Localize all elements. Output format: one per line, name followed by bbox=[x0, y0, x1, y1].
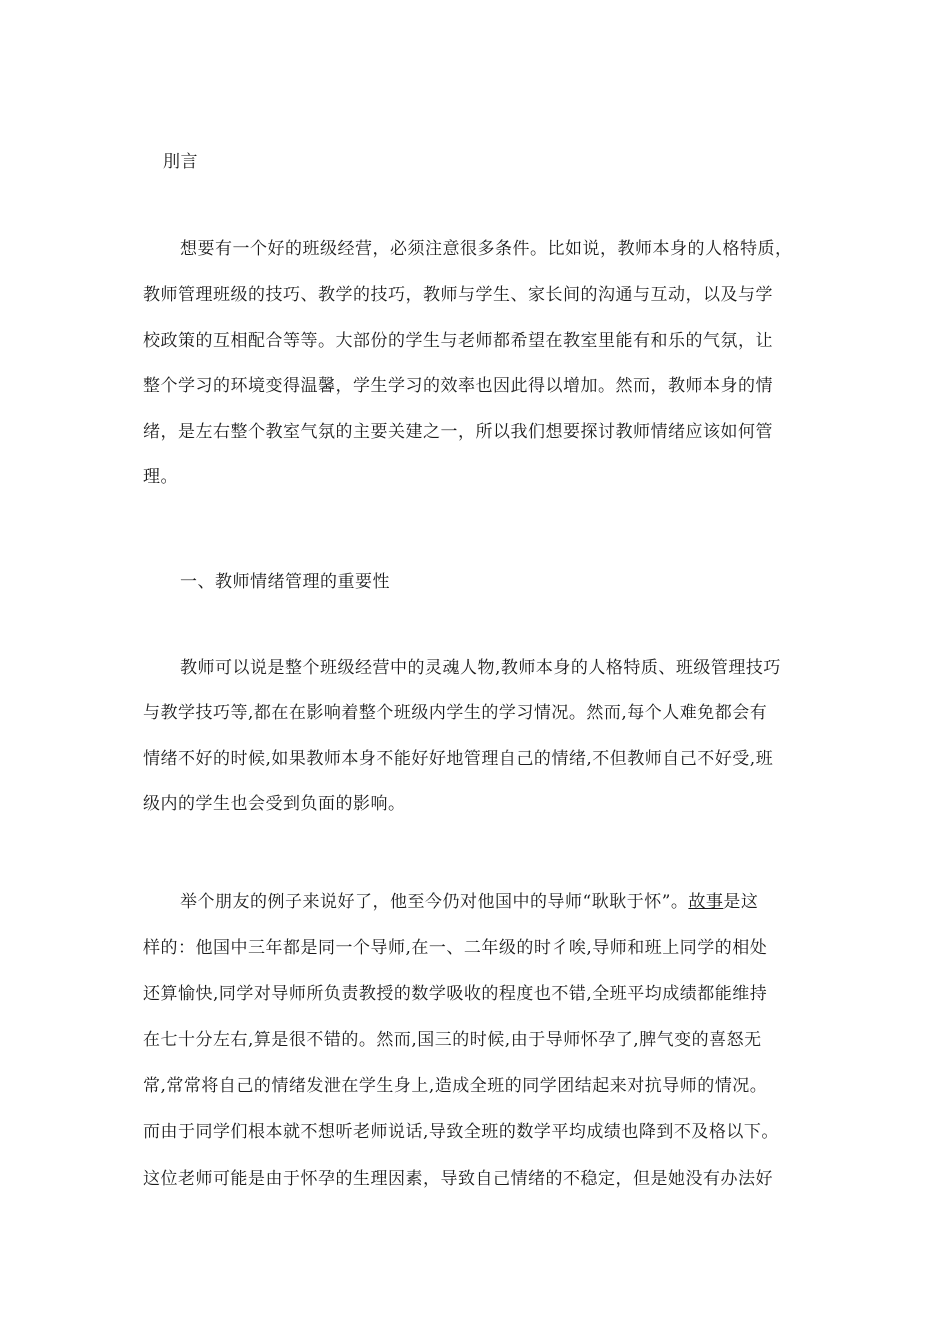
paragraph-line bbox=[180, 891, 860, 913]
paragraph-line: 还算愉快,同学对导师所负责教授的数学吸收的程度也不错,全班平均成绩都能维持 bbox=[143, 984, 768, 1004]
document-title: 刖言 bbox=[163, 152, 198, 172]
paragraph-line: 情绪不好的时候,如果教师本身不能好好地管理自己的情绪,不但教师自己不好受,班 bbox=[143, 749, 774, 769]
paragraph-line: 与教学技巧等,都在在影响着整个班级内学生的学习情况。然而,每个人难免都会有 bbox=[143, 703, 768, 723]
intro-line: 绪，是左右整个教室气氛的主要关建之一，所以我们想要探讨教师情绪应该如何管 bbox=[143, 422, 773, 442]
paragraph-line: 这位老师可能是由于怀孕的生理因素，导致自己情绪的不稳定，但是她没有办法好 bbox=[143, 1169, 773, 1189]
paragraph-text: 举个朋友的例子来说好了，他至今仍对他国中的导师“耿耿于怀”。 bbox=[180, 892, 689, 912]
paragraph-line: 在七十分左右,算是很不错的。然而,国三的时候,由于导师怀孕了,脾气变的喜怒无 bbox=[143, 1030, 762, 1050]
paragraph-line: 教师可以说是整个班级经营中的灵魂人物,教师本身的人格特质、班级管理技巧 bbox=[180, 658, 781, 678]
section-heading: 一、教师情绪管理的重要性 bbox=[180, 572, 390, 592]
intro-line: 想要有一个好的班级经营，必须注意很多条件。比如说，教师本身的人格特质， bbox=[180, 239, 793, 259]
paragraph-line: 而由于同学们根本就不想听老师说话,导致全班的数学平均成绩也降到不及格以下。 bbox=[143, 1122, 779, 1142]
paragraph-line: 样的：他国中三年都是同一个导师,在一、二年级的时彳唉,导师和班上同学的相处 bbox=[143, 938, 768, 958]
intro-line: 校政策的互相配合等等。大部份的学生与老师都希望在教室里能有和乐的气氛，让 bbox=[143, 331, 773, 351]
story-link[interactable]: 故事 bbox=[688, 892, 724, 912]
paragraph-line: 级内的学生也会受到负面的影响。 bbox=[143, 794, 406, 814]
intro-line: 整个学习的环境变得温馨，学生学习的效率也因此得以增加。然而，教师本身的情 bbox=[143, 376, 773, 396]
paragraph-line: 常,常常将自己的情绪发泄在学生身上,造成全班的同学团结起来对抗导师的情况。 bbox=[143, 1076, 768, 1096]
intro-line: 理。 bbox=[143, 467, 178, 487]
intro-line: 教师管理班级的技巧、教学的技巧，教师与学生、家长间的沟通与互动，以及与学 bbox=[143, 285, 773, 305]
paragraph-text: 是这 bbox=[723, 892, 759, 912]
